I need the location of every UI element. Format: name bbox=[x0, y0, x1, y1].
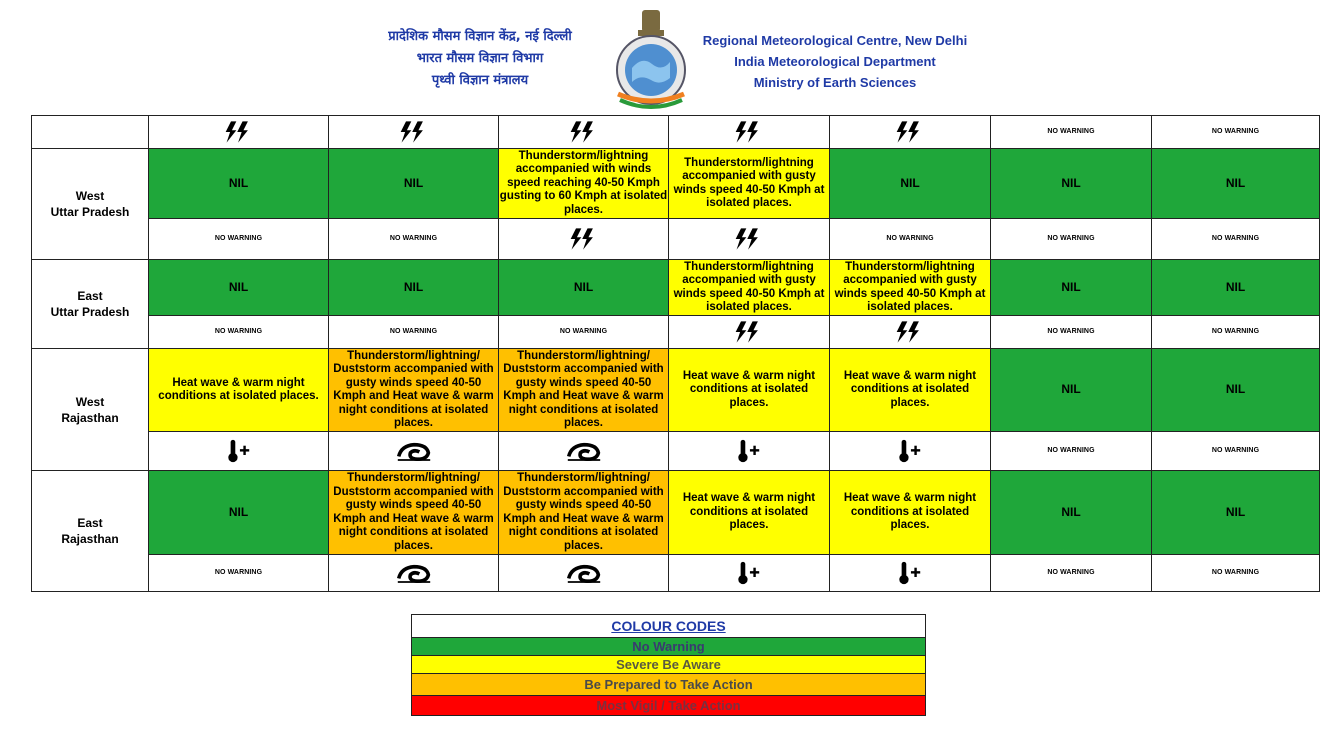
warning-text: Heat wave & warm night conditions at isolated places. bbox=[830, 349, 991, 432]
table-cell bbox=[499, 219, 669, 260]
region-name-line: West bbox=[75, 189, 105, 203]
thunderstorm-lightning-icon bbox=[568, 226, 600, 252]
table-cell bbox=[830, 555, 991, 592]
table-row bbox=[32, 219, 1320, 260]
nil-label: NIL bbox=[991, 471, 1152, 555]
english-line-1: Regional Meteorological Centre, New Delhi bbox=[702, 33, 968, 48]
hindi-title-block bbox=[330, 26, 630, 92]
region-name-line: East bbox=[77, 516, 103, 530]
warning-text: Thunderstorm/lightning/ Duststorm accompanied with gusty winds speed 40-50 Kmph and Heat wave & warm night conditions at isolated places. bbox=[329, 471, 499, 555]
no-warning-label: NO WARNING bbox=[329, 219, 499, 260]
warning-text: Heat wave & warm night conditions at isolated places. bbox=[669, 349, 830, 432]
table-cell bbox=[499, 555, 669, 592]
no-warning-label: NO WARNING bbox=[830, 219, 991, 260]
no-warning-label: NO WARNING bbox=[991, 219, 1152, 260]
duststorm-icon bbox=[396, 562, 432, 584]
nil-label: NIL bbox=[991, 260, 1152, 316]
warning-text: Thunderstorm/lightning accompanied with winds speed reaching 40-50 Kmph gusting to 60 Kmph at isolated places. bbox=[499, 149, 669, 219]
table-cell bbox=[669, 432, 830, 471]
imd-emblem-logo bbox=[612, 8, 690, 112]
thunderstorm-lightning-icon bbox=[733, 319, 765, 345]
thunderstorm-lightning-icon bbox=[894, 319, 926, 345]
thunderstorm-lightning-icon bbox=[398, 119, 430, 145]
table-cell bbox=[499, 432, 669, 471]
blank-cell bbox=[32, 116, 149, 149]
nil-label: NIL bbox=[329, 149, 499, 219]
table-cell bbox=[830, 316, 991, 349]
region-name-line: Rajasthan bbox=[61, 410, 119, 425]
table-row bbox=[32, 149, 1320, 219]
no-warning-label: NO WARNING bbox=[149, 555, 329, 592]
table-cell bbox=[329, 116, 499, 149]
hindi-line-1: प्रादेशिक मौसम विज्ञान केंद्र, नई दिल्ली bbox=[388, 29, 572, 44]
hindi-line-3: पृथ्वी विज्ञान मंत्रालय bbox=[431, 73, 529, 88]
warning-text: Thunderstorm/lightning accompanied with gusty winds speed 40-50 Kmph at isolated places. bbox=[669, 149, 830, 219]
table-row bbox=[32, 471, 1320, 555]
legend-item-severe-be-aware: Severe Be Aware bbox=[412, 655, 925, 673]
duststorm-icon bbox=[396, 440, 432, 462]
no-warning-label: NO WARNING bbox=[1152, 555, 1320, 592]
duststorm-icon bbox=[566, 562, 602, 584]
table-cell bbox=[329, 555, 499, 592]
no-warning-label: NO WARNING bbox=[1152, 316, 1320, 349]
warning-text: Thunderstorm/lightning accompanied with gusty winds speed 40-50 Kmph at isolated places. bbox=[830, 260, 991, 316]
legend-item-no-warning: No Warning bbox=[412, 637, 925, 655]
no-warning-label: NO WARNING bbox=[149, 316, 329, 349]
warning-text: Thunderstorm/lightning/ Duststorm accompanied with gusty winds speed 40-50 Kmph and Heat wave & warm night conditions at isolated places. bbox=[499, 349, 669, 432]
nil-label: NIL bbox=[499, 260, 669, 316]
nil-label: NIL bbox=[991, 349, 1152, 432]
region-name-line: West bbox=[75, 394, 105, 409]
no-warning-label: NO WARNING bbox=[991, 316, 1152, 349]
table-cell bbox=[669, 219, 830, 260]
warning-text: Thunderstorm/lightning/ Duststorm accompanied with gusty winds speed 40-50 Kmph and Heat wave & warm night conditions at isolated places. bbox=[329, 349, 499, 432]
table-row bbox=[32, 260, 1320, 316]
table-cell bbox=[830, 432, 991, 471]
nil-label: NIL bbox=[149, 471, 329, 555]
warning-text: Thunderstorm/lightning/ Duststorm accompanied with gusty winds speed 40-50 Kmph and Heat wave & warm night conditions at isolated places. bbox=[499, 471, 669, 555]
no-warning-label: NO WARNING bbox=[149, 219, 329, 260]
nil-label: NIL bbox=[149, 260, 329, 316]
duststorm-icon bbox=[566, 440, 602, 462]
thunderstorm-lightning-icon bbox=[568, 119, 600, 145]
table-cell bbox=[830, 116, 991, 149]
table-row bbox=[32, 349, 1320, 432]
region-name-line: Uttar Pradesh bbox=[50, 205, 130, 219]
nil-label: NIL bbox=[1152, 260, 1320, 316]
hindi-line-2: भारत मौसम विज्ञान विभाग bbox=[416, 51, 544, 66]
table-cell bbox=[669, 555, 830, 592]
legend-item-be-prepared: Be Prepared to Take Action bbox=[412, 673, 925, 695]
nil-label: NIL bbox=[1152, 471, 1320, 555]
nil-label: NIL bbox=[1152, 349, 1320, 432]
table-row bbox=[32, 432, 1320, 471]
nil-label: NIL bbox=[149, 149, 329, 219]
page-header bbox=[0, 0, 1333, 116]
table-row bbox=[32, 555, 1320, 592]
no-warning-label: NO WARNING bbox=[1152, 116, 1320, 149]
district-warning-table bbox=[31, 115, 1320, 592]
region-east-uttar-pradesh bbox=[32, 260, 149, 349]
thunderstorm-lightning-icon bbox=[733, 119, 765, 145]
thunderstorm-lightning-icon bbox=[894, 119, 926, 145]
no-warning-label: NO WARNING bbox=[1152, 219, 1320, 260]
no-warning-label: NO WARNING bbox=[991, 555, 1152, 592]
thunderstorm-lightning-icon bbox=[223, 119, 255, 145]
region-west-uttar-pradesh bbox=[32, 149, 149, 260]
nil-label: NIL bbox=[1152, 149, 1320, 219]
region-west-rajasthan bbox=[32, 349, 149, 471]
thermometer-plus-icon bbox=[896, 438, 924, 464]
table-cell bbox=[329, 432, 499, 471]
no-warning-label: NO WARNING bbox=[991, 432, 1152, 471]
nil-label: NIL bbox=[830, 149, 991, 219]
region-east-rajasthan bbox=[32, 471, 149, 592]
thunderstorm-lightning-icon bbox=[733, 226, 765, 252]
thermometer-plus-icon bbox=[735, 560, 763, 586]
region-name-line: East bbox=[77, 289, 103, 303]
no-warning-label: NO WARNING bbox=[1152, 432, 1320, 471]
table-cell bbox=[669, 316, 830, 349]
english-line-3: Ministry of Earth Sciences bbox=[753, 75, 917, 90]
warning-text: Heat wave & warm night conditions at isolated places. bbox=[830, 471, 991, 555]
table-cell bbox=[669, 116, 830, 149]
legend-title-link[interactable]: COLOUR CODES bbox=[611, 618, 726, 634]
warning-text: Heat wave & warm night conditions at isolated places. bbox=[669, 471, 830, 555]
table-cell bbox=[149, 116, 329, 149]
region-name-line: Uttar Pradesh bbox=[50, 305, 130, 319]
warning-text: Heat wave & warm night conditions at isolated places. bbox=[149, 349, 329, 432]
table-row bbox=[32, 316, 1320, 349]
region-name-line: Rajasthan bbox=[61, 532, 119, 546]
no-warning-label: NO WARNING bbox=[991, 116, 1152, 149]
nil-label: NIL bbox=[991, 149, 1152, 219]
table-cell bbox=[499, 116, 669, 149]
legend-item-most-vigil: Most Vigil / Take Action bbox=[412, 695, 925, 715]
colour-codes-legend bbox=[411, 614, 926, 716]
no-warning-label: NO WARNING bbox=[329, 316, 499, 349]
nil-label: NIL bbox=[329, 260, 499, 316]
thermometer-plus-icon bbox=[735, 438, 763, 464]
warning-text: Thunderstorm/lightning accompanied with gusty winds speed 40-50 Kmph at isolated places. bbox=[669, 260, 830, 316]
english-title-block bbox=[690, 30, 980, 93]
english-line-2: India Meteorological Department bbox=[734, 54, 936, 69]
no-warning-label: NO WARNING bbox=[499, 316, 669, 349]
table-row bbox=[32, 116, 1320, 149]
thermometer-plus-icon bbox=[896, 560, 924, 586]
thermometer-plus-icon bbox=[225, 438, 253, 464]
legend-title[interactable] bbox=[412, 615, 925, 637]
table-cell bbox=[149, 432, 329, 471]
